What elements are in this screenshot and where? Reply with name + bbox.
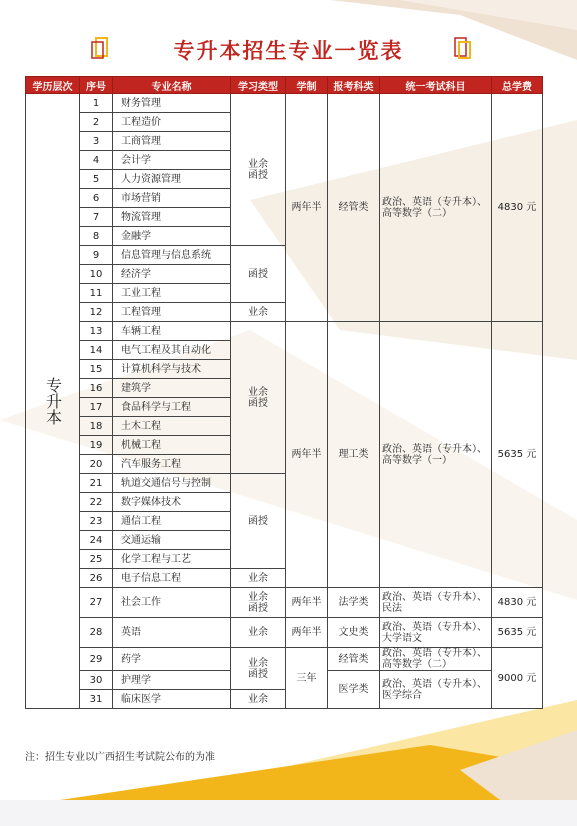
- major-cell: 汽车服务工程: [113, 455, 231, 474]
- major-cell: 交通运输: [113, 531, 231, 550]
- major-cell: 经济学: [113, 265, 231, 284]
- major-cell: 会计学: [113, 151, 231, 170]
- header-study-type: 学习类型: [231, 77, 286, 94]
- major-cell: 工程造价: [113, 113, 231, 132]
- header-duration: 学制: [286, 77, 328, 94]
- table-row: [26, 588, 543, 618]
- page-title: 专升本招生专业一览表: [173, 39, 404, 63]
- major-cell: 药学: [113, 648, 231, 671]
- title-bar: [0, 30, 577, 70]
- major-cell: 数字媒体技术: [113, 493, 231, 512]
- seq-cell: 8: [80, 227, 113, 246]
- major-cell: 信息管理与信息系统: [113, 246, 231, 265]
- category-cell: 经管类: [328, 94, 380, 322]
- duration-cell: 两年半: [286, 588, 328, 618]
- major-cell: 土木工程: [113, 417, 231, 436]
- category-cell: 医学类: [328, 671, 380, 709]
- subjects-cell: 政治、英语（专升本）、大学语文: [380, 618, 492, 648]
- study-type-cell: 业余 函授: [231, 322, 286, 474]
- seq-cell: 22: [80, 493, 113, 512]
- fee-cell: 4830 元: [492, 588, 543, 618]
- level-cell: 专升本: [26, 94, 80, 709]
- subjects-cell: 政治、英语（专升本）、医学综合: [380, 671, 492, 709]
- seq-cell: 9: [80, 246, 113, 265]
- seq-cell: 11: [80, 284, 113, 303]
- seq-cell: 15: [80, 360, 113, 379]
- subjects-cell: 政治、英语（专升本）、高等数学（二）: [380, 94, 492, 322]
- table-row: [26, 618, 543, 648]
- seq-cell: 27: [80, 588, 113, 618]
- major-cell: 财务管理: [113, 94, 231, 113]
- fee-cell: 5635 元: [492, 618, 543, 648]
- subjects-cell: 政治、英语（专升本）、高等数学（一）: [380, 322, 492, 588]
- seq-cell: 16: [80, 379, 113, 398]
- table-row: [26, 648, 543, 671]
- duration-cell: 两年半: [286, 94, 328, 322]
- category-cell: 法学类: [328, 588, 380, 618]
- seq-cell: 18: [80, 417, 113, 436]
- study-type-cell: 业余 函授: [231, 648, 286, 690]
- category-cell: 理工类: [328, 322, 380, 588]
- footnote: 注：招生专业以广西招生考试院公布的为准: [25, 752, 215, 763]
- study-type-cell: 函授: [231, 474, 286, 569]
- study-type-cell: 业余: [231, 618, 286, 648]
- seq-cell: 2: [80, 113, 113, 132]
- bracket-ornament-icon: [90, 36, 110, 60]
- seq-cell: 29: [80, 648, 113, 671]
- seq-cell: 20: [80, 455, 113, 474]
- major-cell: 工商管理: [113, 132, 231, 151]
- subjects-cell: 政治、英语（专升本）、民法: [380, 588, 492, 618]
- bracket-ornament-icon: [452, 36, 472, 60]
- fee-cell: 5635 元: [492, 322, 543, 588]
- table-header-row: [26, 77, 543, 94]
- seq-cell: 28: [80, 618, 113, 648]
- study-type-cell: 业余 函授: [231, 94, 286, 246]
- major-cell: 建筑学: [113, 379, 231, 398]
- study-type-cell: 业余 函授: [231, 588, 286, 618]
- major-cell: 通信工程: [113, 512, 231, 531]
- major-cell: 机械工程: [113, 436, 231, 455]
- major-cell: 电气工程及其自动化: [113, 341, 231, 360]
- header-major: 专业名称: [113, 77, 231, 94]
- seq-cell: 26: [80, 569, 113, 588]
- seq-cell: 7: [80, 208, 113, 227]
- header-subjects: 统一考试科目: [380, 77, 492, 94]
- seq-cell: 10: [80, 265, 113, 284]
- major-cell: 临床医学: [113, 690, 231, 709]
- study-type-cell: 业余: [231, 690, 286, 709]
- study-type-cell: 业余: [231, 569, 286, 588]
- subjects-cell: 政治、英语（专升本）、高等数学（二）: [380, 648, 492, 671]
- seq-cell: 6: [80, 189, 113, 208]
- table-row: [26, 322, 543, 341]
- major-cell: 人力资源管理: [113, 170, 231, 189]
- major-cell: 市场营销: [113, 189, 231, 208]
- header-seq: 序号: [80, 77, 113, 94]
- seq-cell: 17: [80, 398, 113, 417]
- major-cell: 金融学: [113, 227, 231, 246]
- fee-cell: 9000 元: [492, 648, 543, 709]
- header-category: 报考科类: [328, 77, 380, 94]
- major-cell: 电子信息工程: [113, 569, 231, 588]
- major-cell: 物流管理: [113, 208, 231, 227]
- category-cell: 文史类: [328, 618, 380, 648]
- header-level: 学历层次: [26, 77, 80, 94]
- majors-table: [25, 76, 543, 709]
- major-cell: 英语: [113, 618, 231, 648]
- major-cell: 工程管理: [113, 303, 231, 322]
- category-cell: 经管类: [328, 648, 380, 671]
- study-type-cell: 业余: [231, 303, 286, 322]
- major-cell: 计算机科学与技术: [113, 360, 231, 379]
- seq-cell: 31: [80, 690, 113, 709]
- seq-cell: 13: [80, 322, 113, 341]
- seq-cell: 30: [80, 671, 113, 690]
- duration-cell: 两年半: [286, 618, 328, 648]
- major-cell: 护理学: [113, 671, 231, 690]
- duration-cell: 三年: [286, 648, 328, 709]
- seq-cell: 21: [80, 474, 113, 493]
- study-type-cell: 函授: [231, 246, 286, 303]
- major-cell: 食品科学与工程: [113, 398, 231, 417]
- seq-cell: 12: [80, 303, 113, 322]
- seq-cell: 25: [80, 550, 113, 569]
- major-cell: 化学工程与工艺: [113, 550, 231, 569]
- duration-cell: 两年半: [286, 322, 328, 588]
- major-cell: 轨道交通信号与控制: [113, 474, 231, 493]
- seq-cell: 1: [80, 94, 113, 113]
- seq-cell: 14: [80, 341, 113, 360]
- table-row: [26, 94, 543, 113]
- seq-cell: 4: [80, 151, 113, 170]
- fee-cell: 4830 元: [492, 94, 543, 322]
- seq-cell: 23: [80, 512, 113, 531]
- header-fee: 总学费: [492, 77, 543, 94]
- seq-cell: 3: [80, 132, 113, 151]
- seq-cell: 24: [80, 531, 113, 550]
- major-cell: 车辆工程: [113, 322, 231, 341]
- major-cell: 工业工程: [113, 284, 231, 303]
- seq-cell: 5: [80, 170, 113, 189]
- seq-cell: 19: [80, 436, 113, 455]
- major-cell: 社会工作: [113, 588, 231, 618]
